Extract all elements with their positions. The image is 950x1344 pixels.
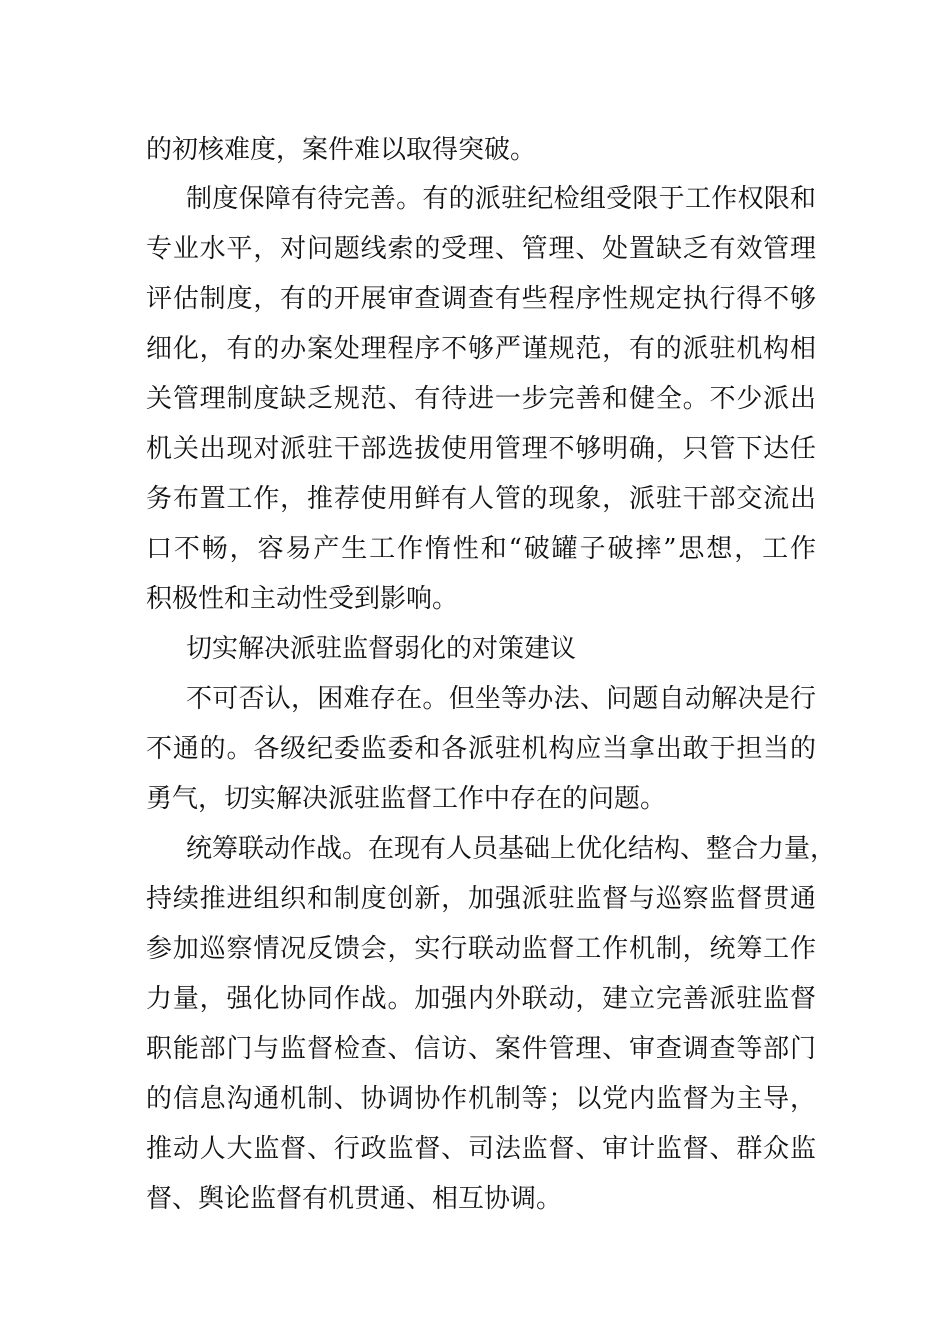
text-line: 机关出现对派驻干部选拔使用管理不够明确，只管下达任	[146, 434, 816, 464]
paragraph-first-line: 制度保障有待完善。有的派驻纪检组受限于工作权限和	[186, 184, 816, 214]
section-heading: 切实解决派驻监督弱化的对策建议	[186, 634, 577, 664]
text-line: 督、舆论监督有机贯通、相互协调。	[146, 1184, 563, 1214]
text-line: 口不畅，容易产生工作惰性和“破罐子破摔”思想，工作	[146, 534, 816, 564]
paragraph-first-line: 统筹联动作战。在现有人员基础上优化结构、整合力量，	[186, 834, 837, 864]
text-line: 推动人大监督、行政监督、司法监督、审计监督、群众监	[146, 1134, 816, 1164]
text-line: 评估制度，有的开展审查调查有些程序性规定执行得不够	[146, 284, 816, 314]
text-line: 不通的。各级纪委监委和各派驻机构应当拿出敢于担当的	[146, 734, 816, 764]
text-line: 力量，强化协同作战。加强内外联动，建立完善派驻监督	[146, 984, 816, 1014]
text-line: 的初核难度，案件难以取得突破。	[146, 135, 537, 165]
text-line: 的信息沟通机制、协调协作机制等；以党内监督为主导，	[146, 1084, 816, 1114]
text-line: 专业水平，对问题线索的受理、管理、处置缺乏有效管理	[146, 234, 816, 264]
text-line: 持续推进组织和制度创新，加强派驻监督与巡察监督贯通	[146, 884, 816, 914]
text-line: 细化，有的办案处理程序不够严谨规范，有的派驻机构相	[146, 334, 816, 364]
text-line: 职能部门与监督检查、信访、案件管理、审查调查等部门	[146, 1034, 816, 1064]
text-line: 勇气，切实解决派驻监督工作中存在的问题。	[146, 784, 667, 814]
paragraph-first-line: 不可否认，困难存在。但坐等办法、问题自动解决是行	[186, 684, 816, 714]
text-line: 务布置工作，推荐使用鲜有人管的现象，派驻干部交流出	[146, 484, 816, 514]
text-line: 参加巡察情况反馈会，实行联动监督工作机制，统筹工作	[146, 934, 816, 964]
text-line: 关管理制度缺乏规范、有待进一步完善和健全。不少派出	[146, 384, 816, 414]
text-line: 积极性和主动性受到影响。	[146, 584, 459, 614]
